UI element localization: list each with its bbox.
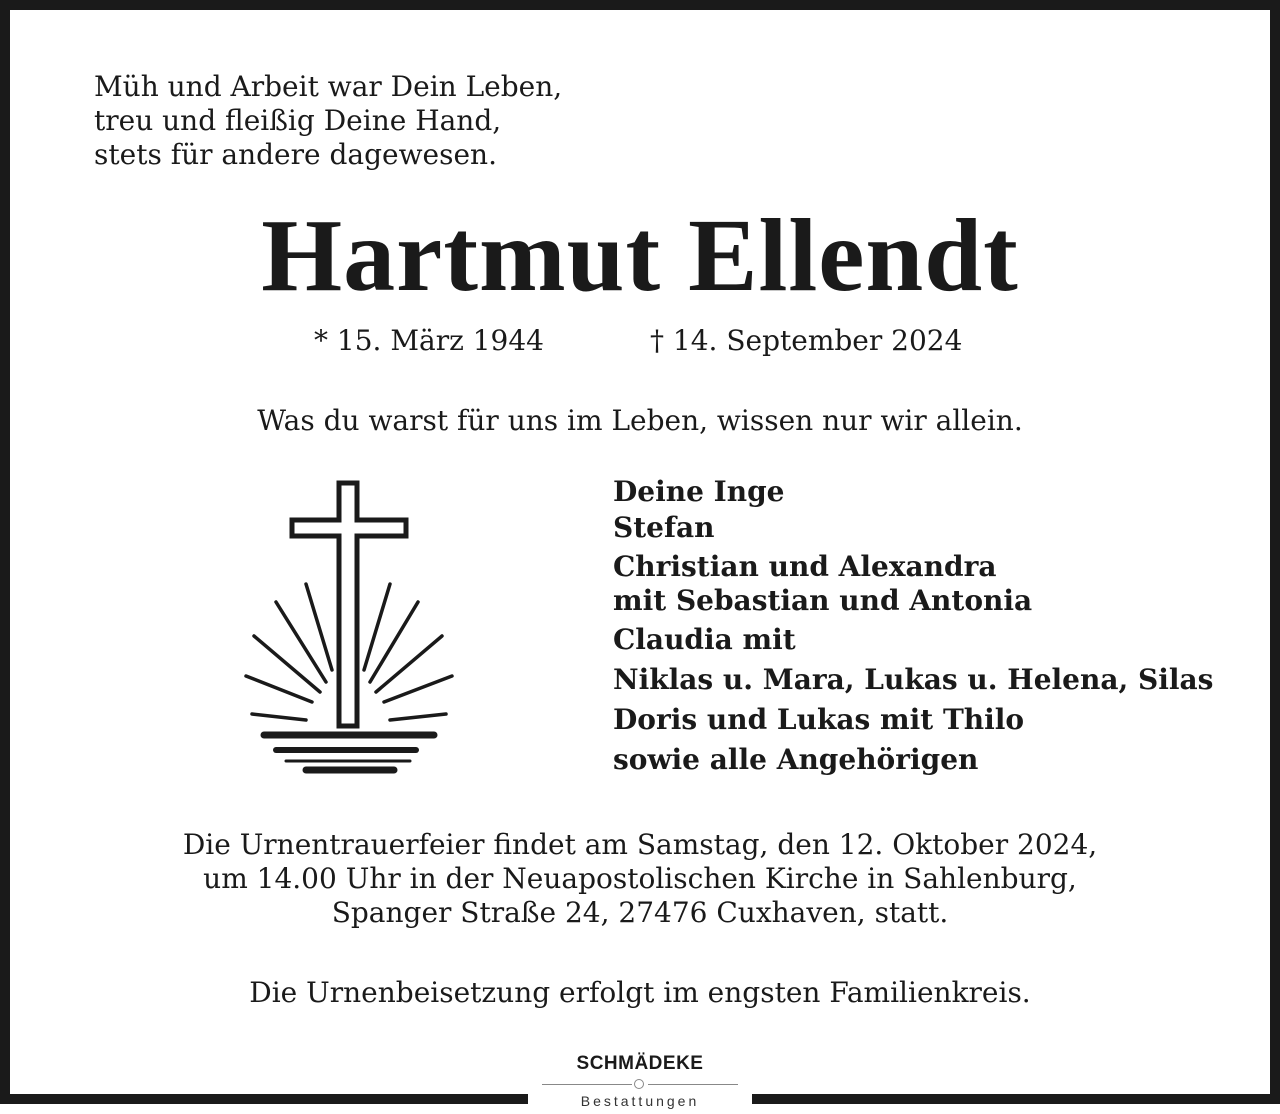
mourner-line: Doris und Lukas mit Thilo [613,703,1025,736]
birth-date: * 15. März 1944 [314,324,544,357]
ceremony-line: Die Urnentrauerfeier findet am Samstag, den 12. Oktober 2024, [182,828,1098,861]
burial-info: Die Urnenbeisetzung erfolgt im engsten Familienkreis. [249,976,1031,1009]
ceremony-line: um 14.00 Uhr in der Neuapostolischen Kirche in Sahlenburg, [203,862,1077,895]
motto-line: Müh und Arbeit war Dein Leben, [94,70,563,103]
ceremony-info [0,828,1280,930]
funeral-home-logo [540,1052,740,1110]
motto-line: treu und fleißig Deine Hand, [94,104,502,137]
cross-rising-sun-icon [240,478,460,778]
logo-divider [540,1078,740,1090]
funeral-home-subtitle: Bestattungen [580,1093,700,1109]
funeral-home-name: SCHMÄDEKE [576,1053,704,1074]
mourner-line: Deine Inge [613,475,785,508]
border-left [0,0,10,1104]
mourner-line: mit Sebastian und Antonia [613,584,1033,617]
border-top [0,0,1280,10]
memorial-quote: Was du warst für uns im Leben, wissen nur wir allein. [257,404,1023,437]
motto-line: stets für andere dagewesen. [94,138,497,171]
mourner-line: Stefan [613,511,715,544]
motto-verse [94,70,562,172]
border-right [1270,0,1280,1104]
border-bottom-right [752,1094,1280,1104]
mourner-line: Claudia mit [613,623,796,656]
mourners-list [613,474,1213,778]
ceremony-line: Spanger Straße 24, 27476 Cuxhaven, statt. [331,896,949,929]
mourner-line: sowie alle Angehörigen [613,743,979,776]
deceased-name: Hartmut Ellendt [261,198,1019,313]
death-date: † 14. September 2024 [650,324,963,357]
mourner-line: Niklas u. Mara, Lukas u. Helena, Silas [613,663,1214,696]
mourner-line: Christian und Alexandra [613,550,997,583]
border-bottom-left [0,1094,528,1104]
